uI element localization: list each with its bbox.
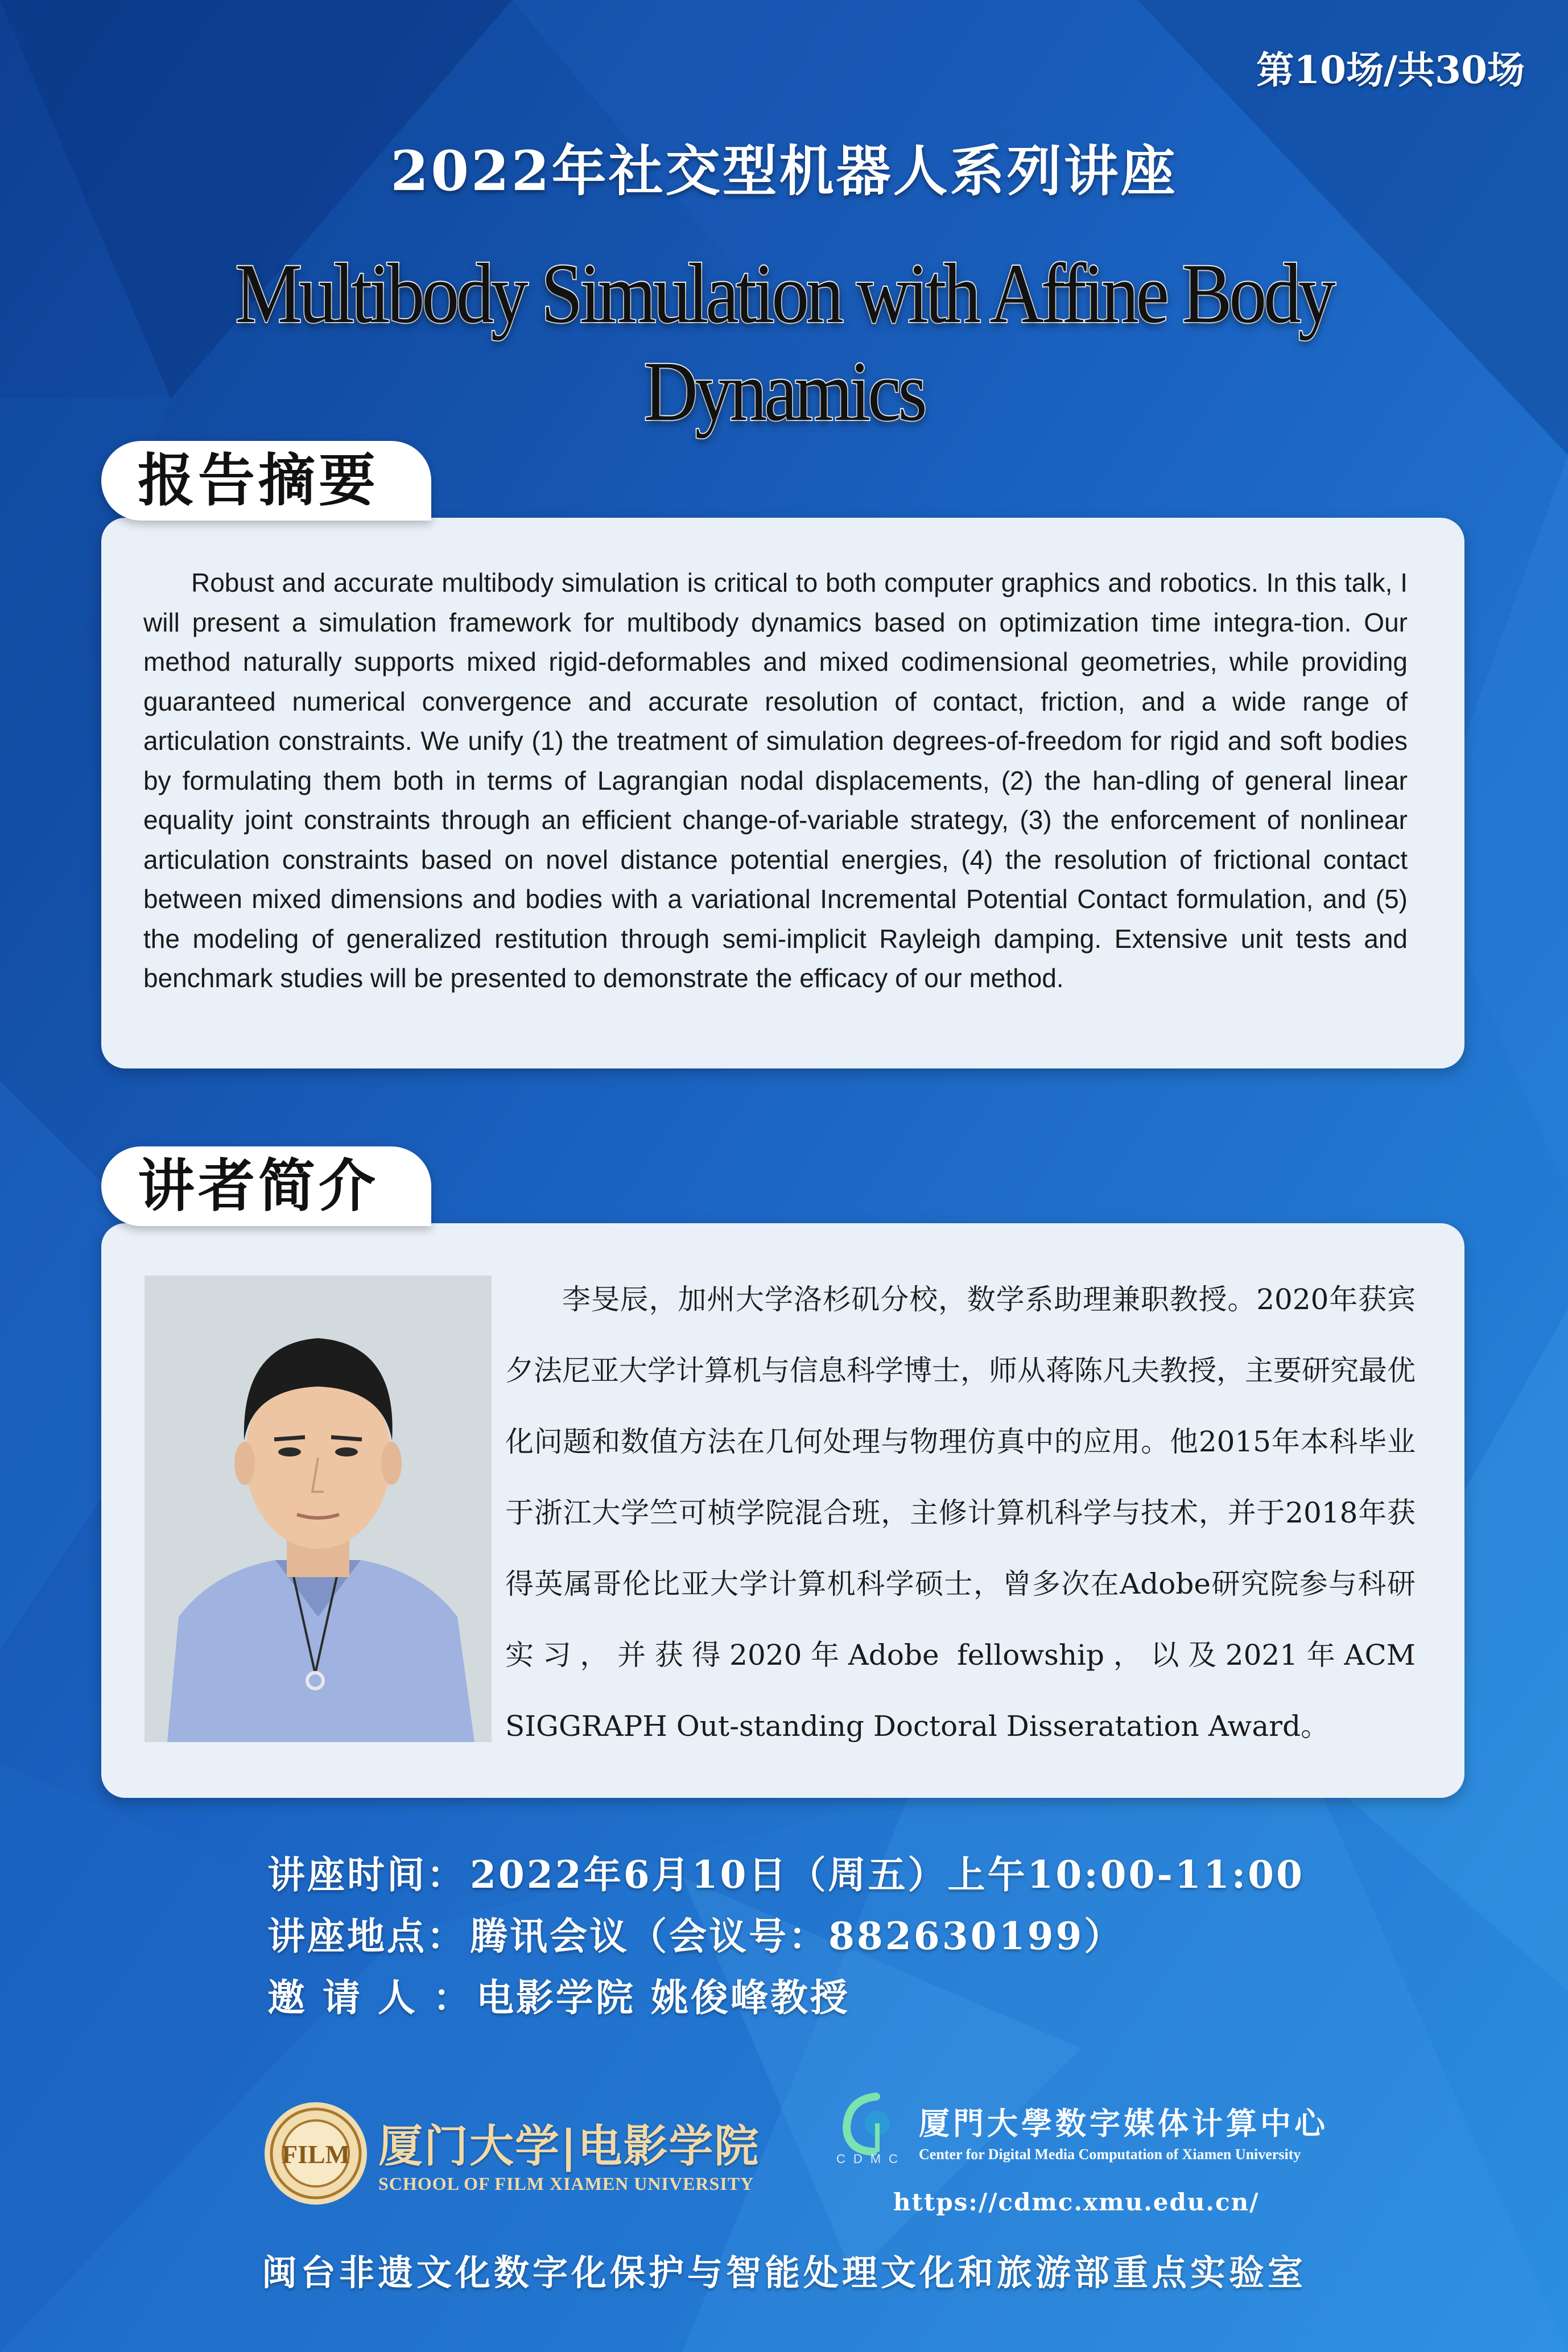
session-count: 第10场/共30场: [1256, 48, 1525, 92]
lecture-host: [267, 1967, 1462, 2021]
abstract-text: Robust and accurate multibody simulation is critical to both computer graphics and robotics. In this talk, I will present a simulation framework for multibody dynamics based on optimization time integra-tion. Our method naturally supports mixed rigid-deformables and mixed codimensional geometries, while providing guaranteed numerical convergence and accurate resolution of contact, friction, and a wide range of articulation constraints. We unify (1) the treatment of simulation degrees-of-freedom for rigid and soft bodies by formulating them both in terms of Lagrangian nodal displacements, (2) the han-dling of general linear equality joint constraints through an efficient change-of-variable strategy, (3) the enforcement of nonlinear articulation constraints based on novel distance potential energies, (4) the resolution of frictional contact between mixed dimensions and bodies with a variational Incremental Potential Contact formulation, and (5) the modeling of generalized restitution through semi-implicit Rayleigh damping. Extensive unit tests and benchmark studies will be presented to demonstrate the efficacy of our method.: [143, 568, 1408, 993]
cdmc-abbr: CDMC: [836, 2152, 906, 2166]
lecture-host-label: 邀 请 人 ：: [267, 1975, 473, 2020]
cdmc-name: 厦門大學数字媒体计算中心: [919, 2105, 1328, 2141]
cdmc-leaf-icon: [836, 2088, 910, 2162]
film-school-seal-icon: [262, 2099, 370, 2207]
cdmc-url-link[interactable]: https://cdmc.xmu.edu.cn/: [893, 2188, 1260, 2216]
film-school-en: SCHOOL OF FILM XIAMEN UNIVERSITY: [378, 2173, 754, 2194]
abstract-card: [101, 518, 1464, 1068]
lecture-place-value: 腾讯会议（会议号：882630199）: [470, 1914, 1124, 1958]
lecture-time: [267, 1845, 1462, 1899]
film-school-name: 厦门大学|电影学院: [378, 2120, 760, 2172]
lecture-host-value: 电影学院 姚俊峰教授: [476, 1975, 850, 2020]
lecture-place: [267, 1906, 1462, 1960]
film-mark-text: FILM: [281, 2140, 350, 2169]
abstract-heading: 报告摘要: [101, 441, 431, 521]
speaker-heading: 讲者简介: [101, 1146, 431, 1226]
cdmc-en: Center for Digital Media Computation of Xiamen University: [919, 2146, 1301, 2163]
series-title: 2022年社交型机器人系列讲座: [390, 139, 1178, 203]
speaker-photo: [145, 1276, 492, 1742]
talk-title: Multibody Simulation with Affine Body Dynamics: [235, 246, 1333, 439]
lecture-time-label: 讲座时间：: [267, 1852, 467, 1897]
speaker-bio: 李旻辰，加州大学洛杉矶分校，数学系助理兼职教授。2020年获宾夕法尼亚大学计算机与信息科学博士，师从蒋陈凡夫教授，主要研究最优化问题和数值方法在几何处理与物理仿真中的应用。他2015年本科毕业于浙江大学竺可桢学院混合班，主修计算机科学与技术，并于2018年获得英属哥伦比亚大学计算机科学硕士，曾多次在Adobe研究院参与科研实习，并获得2020年Adobe fellowship，以及2021年ACM SIGGRAPH Out-standing Doctoral Disseratation Award。: [505, 1283, 1416, 1743]
lecture-time-value: 2022年6月10日（周五）上午10:00-11:00: [470, 1852, 1305, 1897]
lecture-place-label: 讲座地点：: [267, 1914, 467, 1958]
speaker-card: [101, 1223, 1464, 1798]
lab-name: 闽台非遗文化数字化保护与智能处理文化和旅游部重点实验室: [261, 2252, 1306, 2293]
film-school-logo: [262, 2099, 760, 2207]
cdmc-logo: [836, 2088, 1348, 2202]
